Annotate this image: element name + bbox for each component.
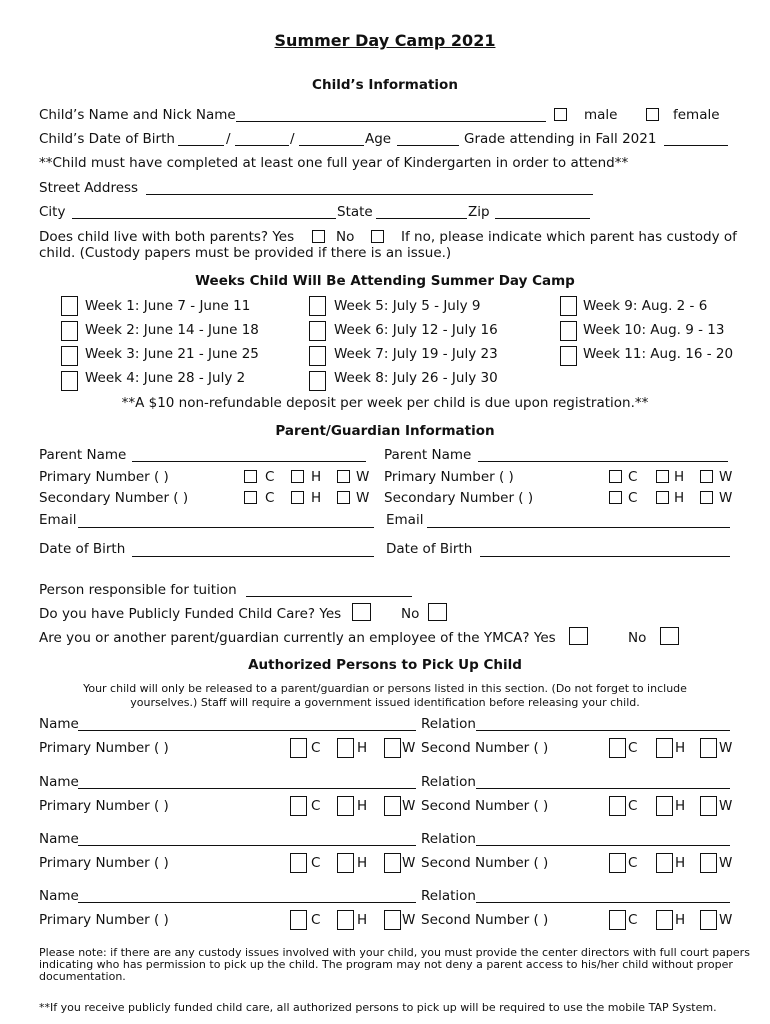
parent2-primary-label: Primary Number ( ) — [384, 469, 514, 485]
both-parents-yes-checkbox[interactable] — [312, 230, 325, 243]
person1-second-h-checkbox[interactable] — [656, 738, 673, 758]
parent1-secondary-w-label: W — [356, 490, 370, 506]
female-label: female — [673, 107, 720, 123]
person2-second-w-checkbox[interactable] — [700, 796, 717, 816]
funded-yes-checkbox[interactable] — [352, 603, 371, 621]
city-field[interactable] — [72, 218, 336, 219]
male-checkbox[interactable] — [554, 108, 567, 121]
week-5-checkbox[interactable] — [309, 296, 326, 316]
person4-name-field[interactable] — [78, 902, 416, 903]
both-parents-no-label: No — [336, 229, 355, 245]
week-7-label: Week 7: July 19 - July 23 — [334, 346, 498, 362]
person4-primary-h-checkbox[interactable] — [337, 910, 354, 930]
person4-second-c-checkbox[interactable] — [609, 910, 626, 930]
custody-text-2: child. (Custody papers must be provided if there is an issue.) — [39, 245, 452, 261]
parent1-primary-h-checkbox[interactable] — [291, 470, 304, 483]
person2-primary-c-checkbox[interactable] — [290, 796, 307, 816]
week-3-checkbox[interactable] — [61, 346, 78, 366]
person3-primary-c-label: C — [311, 855, 321, 871]
week-10-label: Week 10: Aug. 9 - 13 — [583, 322, 725, 338]
person2-primary-label: Primary Number ( ) — [39, 798, 169, 814]
person4-primary-c-checkbox[interactable] — [290, 910, 307, 930]
person3-primary-c-checkbox[interactable] — [290, 853, 307, 873]
male-label: male — [584, 107, 618, 123]
person3-second-w-label: W — [719, 855, 733, 871]
ymca-no-checkbox[interactable] — [660, 627, 679, 645]
person2-relation-label: Relation — [421, 774, 476, 790]
person3-primary-w-label: W — [402, 855, 416, 871]
female-checkbox[interactable] — [646, 108, 659, 121]
parent1-dob-label: Date of Birth — [39, 541, 126, 557]
person4-primary-w-checkbox[interactable] — [384, 910, 401, 930]
person2-second-c-checkbox[interactable] — [609, 796, 626, 816]
parent2-dob-label: Date of Birth — [386, 541, 473, 557]
parent1-primary-w-label: W — [356, 469, 370, 485]
person2-primary-w-checkbox[interactable] — [384, 796, 401, 816]
person4-primary-c-label: C — [311, 912, 321, 928]
week-7-checkbox[interactable] — [309, 346, 326, 366]
dob-year-field[interactable] — [299, 145, 364, 146]
zip-field[interactable] — [495, 218, 590, 219]
person4-relation-label: Relation — [421, 888, 476, 904]
person2-relation-field[interactable] — [476, 788, 730, 789]
person2-second-c-label: C — [628, 798, 638, 814]
person4-second-h-checkbox[interactable] — [656, 910, 673, 930]
person1-second-w-label: W — [719, 740, 733, 756]
parent2-secondary-h-label: H — [674, 490, 685, 506]
state-label: State — [337, 204, 373, 220]
parent2-primary-w-checkbox[interactable] — [700, 470, 713, 483]
person1-second-c-label: C — [628, 740, 638, 756]
parent2-primary-w-label: W — [719, 469, 733, 485]
person3-second-w-checkbox[interactable] — [700, 853, 717, 873]
person1-primary-label: Primary Number ( ) — [39, 740, 169, 756]
custody-note-3: documentation. — [39, 970, 126, 983]
child-info-heading: Child’s Information — [312, 77, 458, 93]
person1-primary-c-label: C — [311, 740, 321, 756]
parent2-primary-c-label: C — [628, 469, 638, 485]
deposit-note: **A $10 non-refundable deposit per week per child is due upon registration.** — [121, 395, 649, 411]
person2-second-h-label: H — [675, 798, 686, 814]
person4-name-label: Name — [39, 888, 79, 904]
week-8-checkbox[interactable] — [309, 371, 326, 391]
person3-second-label: Second Number ( ) — [421, 855, 549, 871]
person1-second-w-checkbox[interactable] — [700, 738, 717, 758]
parent2-secondary-w-checkbox[interactable] — [700, 491, 713, 504]
parent1-secondary-h-label: H — [311, 490, 322, 506]
person3-second-h-label: H — [675, 855, 686, 871]
parent2-primary-h-checkbox[interactable] — [656, 470, 669, 483]
parent2-secondary-h-checkbox[interactable] — [656, 491, 669, 504]
ymca-question: Are you or another parent/guardian currently an employee of the YMCA? Yes — [39, 630, 556, 646]
week-10-checkbox[interactable] — [560, 321, 577, 341]
person1-name-field[interactable] — [78, 730, 416, 731]
street-field[interactable] — [146, 194, 593, 195]
street-label: Street Address — [39, 180, 139, 196]
person4-primary-h-label: H — [357, 912, 368, 928]
person1-primary-h-checkbox[interactable] — [337, 738, 354, 758]
pickup-intro-1: Your child will only be released to a parent/guardian or persons listed in this section. (Do not forget to include — [83, 682, 687, 695]
week-9-label: Week 9: Aug. 2 - 6 — [583, 298, 708, 314]
parent1-primary-c-checkbox[interactable] — [244, 470, 257, 483]
person1-second-c-checkbox[interactable] — [609, 738, 626, 758]
person4-second-label: Second Number ( ) — [421, 912, 549, 928]
ymca-yes-checkbox[interactable] — [569, 627, 588, 645]
parent1-primary-label: Primary Number ( ) — [39, 469, 169, 485]
person1-relation-label: Relation — [421, 716, 476, 732]
person3-relation-label: Relation — [421, 831, 476, 847]
person2-second-h-checkbox[interactable] — [656, 796, 673, 816]
parent1-secondary-c-checkbox[interactable] — [244, 491, 257, 504]
person3-primary-w-checkbox[interactable] — [384, 853, 401, 873]
week-8-label: Week 8: July 26 - July 30 — [334, 370, 498, 386]
dob-slash-2: / — [290, 131, 295, 147]
custody-note-2: indicating who has permission to pick up the child. The program may not deny a parent access to his/her child without proper — [39, 958, 733, 971]
week-11-checkbox[interactable] — [560, 346, 577, 366]
person3-name-field[interactable] — [78, 845, 416, 846]
person3-primary-h-label: H — [357, 855, 368, 871]
parent1-dob-field[interactable] — [132, 556, 374, 557]
person1-relation-field[interactable] — [476, 730, 730, 731]
dob-label: Child’s Date of Birth — [39, 131, 175, 147]
dob-month-field[interactable] — [178, 145, 224, 146]
both-parents-no-checkbox[interactable] — [371, 230, 384, 243]
person4-primary-label: Primary Number ( ) — [39, 912, 169, 928]
person3-name-label: Name — [39, 831, 79, 847]
ymca-no-label: No — [628, 630, 647, 646]
parent2-secondary-c-label: C — [628, 490, 638, 506]
person3-second-c-checkbox[interactable] — [609, 853, 626, 873]
person3-second-h-checkbox[interactable] — [656, 853, 673, 873]
person1-primary-h-label: H — [357, 740, 368, 756]
week-2-checkbox[interactable] — [61, 321, 78, 341]
parent1-email-field[interactable] — [78, 527, 374, 528]
person3-relation-field[interactable] — [476, 845, 730, 846]
person4-relation-field[interactable] — [476, 902, 730, 903]
week-4-label: Week 4: June 28 - July 2 — [85, 370, 246, 386]
person2-primary-h-label: H — [357, 798, 368, 814]
week-1-label: Week 1: June 7 - June 11 — [85, 298, 251, 314]
person4-second-w-label: W — [719, 912, 733, 928]
person3-second-c-label: C — [628, 855, 638, 871]
pickup-heading: Authorized Persons to Pick Up Child — [248, 657, 522, 673]
person2-name-label: Name — [39, 774, 79, 790]
person2-primary-h-checkbox[interactable] — [337, 796, 354, 816]
person4-primary-w-label: W — [402, 912, 416, 928]
person1-name-label: Name — [39, 716, 79, 732]
grade-label: Grade attending in Fall 2021 — [464, 131, 657, 147]
parent1-secondary-c-label: C — [265, 490, 275, 506]
parent2-name-label: Parent Name — [384, 447, 472, 463]
state-field[interactable] — [376, 218, 467, 219]
parent2-primary-c-checkbox[interactable] — [609, 470, 622, 483]
dob-slash-1: / — [226, 131, 231, 147]
parent2-dob-field[interactable] — [480, 556, 730, 557]
week-2-label: Week 2: June 14 - June 18 — [85, 322, 259, 338]
person4-second-w-checkbox[interactable] — [700, 910, 717, 930]
child-name-field[interactable] — [236, 121, 546, 122]
parent1-name-label: Parent Name — [39, 447, 127, 463]
person1-second-label: Second Number ( ) — [421, 740, 549, 756]
parent1-primary-c-label: C — [265, 469, 275, 485]
person1-primary-w-checkbox[interactable] — [384, 738, 401, 758]
person3-primary-h-checkbox[interactable] — [337, 853, 354, 873]
week-1-checkbox[interactable] — [61, 296, 78, 316]
week-6-checkbox[interactable] — [309, 321, 326, 341]
kindergarten-requirement: **Child must have completed at least one full year of Kindergarten in order to attend** — [39, 155, 629, 171]
person2-primary-w-label: W — [402, 798, 416, 814]
tuition-field[interactable] — [246, 596, 412, 597]
both-parents-question: Does child live with both parents? Yes — [39, 229, 295, 245]
parent2-name-field[interactable] — [478, 461, 728, 462]
custody-text-1: If no, please indicate which parent has custody of — [401, 229, 737, 245]
parent-heading: Parent/Guardian Information — [275, 423, 495, 439]
parent2-secondary-c-checkbox[interactable] — [609, 491, 622, 504]
week-4-checkbox[interactable] — [61, 371, 78, 391]
person1-second-h-label: H — [675, 740, 686, 756]
dob-day-field[interactable] — [235, 145, 289, 146]
page-title: Summer Day Camp 2021 — [274, 31, 496, 50]
person4-second-h-label: H — [675, 912, 686, 928]
parent1-secondary-h-checkbox[interactable] — [291, 491, 304, 504]
person2-second-label: Second Number ( ) — [421, 798, 549, 814]
parent1-secondary-label: Secondary Number ( ) — [39, 490, 189, 506]
weeks-heading: Weeks Child Will Be Attending Summer Day Camp — [195, 273, 575, 289]
tap-note: **If you receive publicly funded child care, all authorized persons to pick up will be required to use the mobile TAP System. — [39, 1001, 717, 1014]
parent1-name-field[interactable] — [132, 461, 366, 462]
zip-label: Zip — [468, 204, 490, 220]
person1-primary-c-checkbox[interactable] — [290, 738, 307, 758]
week-6-label: Week 6: July 12 - July 16 — [334, 322, 498, 338]
parent1-primary-w-checkbox[interactable] — [337, 470, 350, 483]
city-label: City — [39, 204, 66, 220]
parent2-email-label: Email — [386, 512, 424, 528]
age-field[interactable] — [397, 145, 459, 146]
person2-primary-c-label: C — [311, 798, 321, 814]
person2-name-field[interactable] — [78, 788, 416, 789]
grade-field[interactable] — [664, 145, 728, 146]
parent2-primary-h-label: H — [674, 469, 685, 485]
funded-no-label: No — [401, 606, 420, 622]
parent2-secondary-w-label: W — [719, 490, 733, 506]
person4-second-c-label: C — [628, 912, 638, 928]
person1-primary-w-label: W — [402, 740, 416, 756]
week-11-label: Week 11: Aug. 16 - 20 — [583, 346, 734, 362]
funded-question: Do you have Publicly Funded Child Care? Yes — [39, 606, 342, 622]
tuition-label: Person responsible for tuition — [39, 582, 237, 598]
parent2-email-field[interactable] — [427, 527, 730, 528]
custody-note-1: Please note: if there are any custody issues involved with your child, you must provide the center directors with full court papers — [39, 946, 750, 959]
age-label: Age — [365, 131, 392, 147]
parent1-email-label: Email — [39, 512, 77, 528]
parent2-secondary-label: Secondary Number ( ) — [384, 490, 534, 506]
week-5-label: Week 5: July 5 - July 9 — [334, 298, 481, 314]
week-9-checkbox[interactable] — [560, 296, 577, 316]
parent1-primary-h-label: H — [311, 469, 322, 485]
child-name-label: Child’s Name and Nick Name — [39, 107, 236, 123]
parent1-secondary-w-checkbox[interactable] — [337, 491, 350, 504]
funded-no-checkbox[interactable] — [428, 603, 447, 621]
person2-second-w-label: W — [719, 798, 733, 814]
pickup-intro-2: yourselves.) Staff will require a government issued identification before releasing your child. — [130, 696, 640, 709]
person3-primary-label: Primary Number ( ) — [39, 855, 169, 871]
week-3-label: Week 3: June 21 - June 25 — [85, 346, 259, 362]
